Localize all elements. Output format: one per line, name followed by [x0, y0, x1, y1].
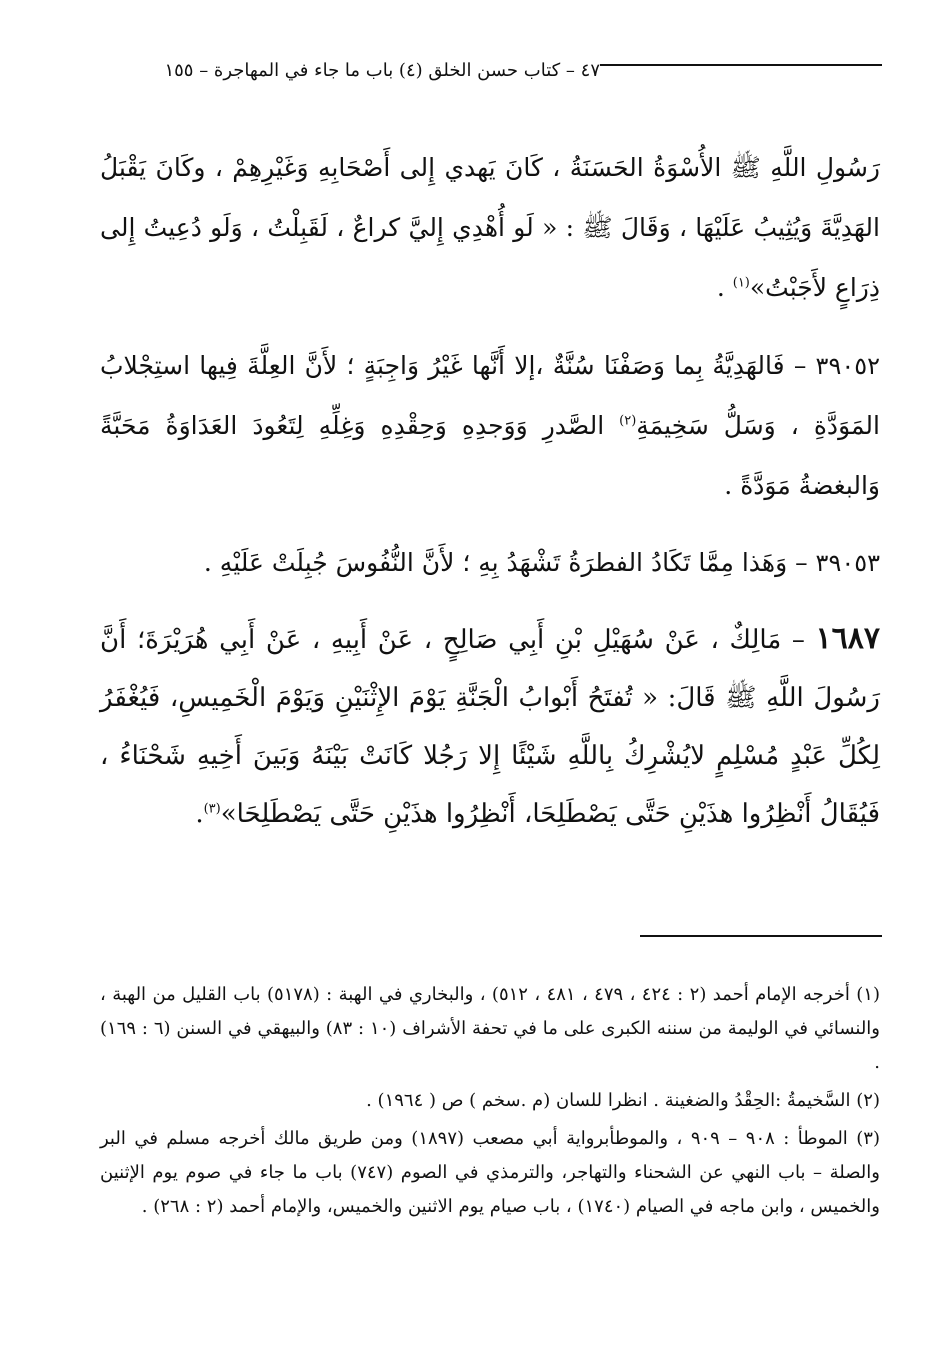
paragraph-1-text: رَسُولِ اللَّهِ ﷺ الأُسْوَةُ الحَسَنَةُ ، كَانَ يَهدي إِلى أَصْحَابِهِ وَغَيْرِهِمْ ، وكَانَ يَقْبَلُ الهَدِيَّةَ وَيُثِيبُ عَلَيْهَا ، وَقَالَ ﷺ : « لَو أُهْدِي إِليَّ كراعٌ ، لَقَبِلْتُ ، وَلَو دُعِيتُ إِلى ذِرَاعٍ لأَجَبْتُ»: [100, 153, 880, 302]
running-header: ٤٧ – كتاب حسن الخلق (٤) باب ما جاء في المهاجرة – ١٥٥: [164, 60, 600, 81]
hadith-number: ١٦٨٧: [815, 621, 880, 656]
footnote-rule: [640, 935, 882, 937]
main-text: [100, 138, 880, 843]
footnote-ref-3[interactable]: (٣): [203, 801, 221, 817]
paragraph-39052-end: الصَّدرِ وَوَجدِهِ وَحِقْدِهِ وَغِلِّهِ لِتَعُودَ العَدَاوَةُ مَحَبَّةً وَالبغضةُ مَوَدَّةً .: [100, 411, 880, 500]
paragraph-number: ٣٩٠٥٣: [815, 549, 880, 577]
hadith-end: .: [195, 799, 204, 829]
footnote-3: (٣) الموطأ : ٩٠٨ – ٩٠٩ ، والموطأبرواية أبي مصعب (١٨٩٧) ومن طريق مالك أخرجه مسلم في البر والصلة – باب النهي عن الشحناء والتهاجر، والترمذي في الصوم (٧٤٧) باب ما جاء في صوم يوم الإثنين والخميس ، وابن ماجه في الصيام (١٧٤٠) ، باب صيام يوم الاثنين والخميس، والإمام أحمد (٢ : ٢٦٨) .: [100, 1128, 880, 1217]
paragraph-1-end: .: [716, 273, 733, 302]
paragraph-1: [100, 138, 880, 318]
hadith-1687: [100, 610, 880, 843]
paragraph-number: ٣٩٠٥٢: [815, 352, 880, 380]
paragraph-39053: [100, 534, 880, 592]
hadith-text: – مَالِكٌ ، عَنْ سُهَيْلِ بْنِ أَبِي صَالِحٍ ، عَنْ أَبِيهِ ، عَنْ أَبِي هُرَيْرَةَ؛ أَنَّ رَسُولَ اللَّهِ ﷺ قَالَ: « تُفتَحُ أَبْوابُ الْجَنَّةِ يَوْمَ الإِثْنَيْنِ وَيَوْمَ الْخَمِيسِ، فَيُغْفَرُ لِكُلِّ عَبْدٍ مُسْلِمٍ لايُشْرِكُ بِاللَّهِ شَيْئًا إِلا رَجُلا كَانَتْ بَيْنَهُ وَبَينَ أَخِيهِ شَحْنَاءُ ، فَيُقَالُ أَنْظِرُوا هذَيْنِ حَتَّى يَصْطَلِحَا، أَنْظِرُوا هذَيْنِ حَتَّى يَصْطَلِحَا»: [100, 625, 880, 829]
paragraph-39052: [100, 336, 880, 516]
footnotes: [100, 978, 880, 1228]
paragraph-39053-text: – وَهَذا مِمَّا تَكَادُ الفطرَةُ تَشْهَدُ بِهِ ؛ لأَنَّ النُّفُوسَ جُبِلَتْ عَلَيْهِ .: [203, 548, 816, 577]
footnote-ref-1[interactable]: (١): [732, 275, 750, 291]
footnote-ref-2[interactable]: (٢): [619, 413, 637, 429]
footnote-2: (٢) السَّخيمةُ :الحِقْدُ والضغينة . انظرا للسان (م .سخم ) ص ( ١٩٦٤) .: [366, 1090, 880, 1111]
paragraph-39052-text: – فَالهَدِيَّةُ بِما وَصَفْنَا سُنَّةٌ ،إلا أَنَّها غَيْرُ وَاجِبَةٍ ؛ لأَنَّ العِلَّةَ فِيها استِجْلابُ المَوَدَّةِ ، وَسَلُّ سَخِيمَةِ: [100, 351, 880, 440]
footnote-1: (١) أخرجه الإمام أحمد (٢ : ٤٢٤ ، ٤٧٩ ، ٤٨١ ، ٥١٢) ، والبخاري في الهبة : (٥١٧٨) باب القليل من الهبة ، والنسائي في الوليمة من سننه الكبرى على ما في تحفة الأشراف (١٠ : ٨٣) والبيهقي في السنن (٦ : ١٦٩) .: [100, 984, 880, 1073]
header-rule: [600, 64, 882, 66]
